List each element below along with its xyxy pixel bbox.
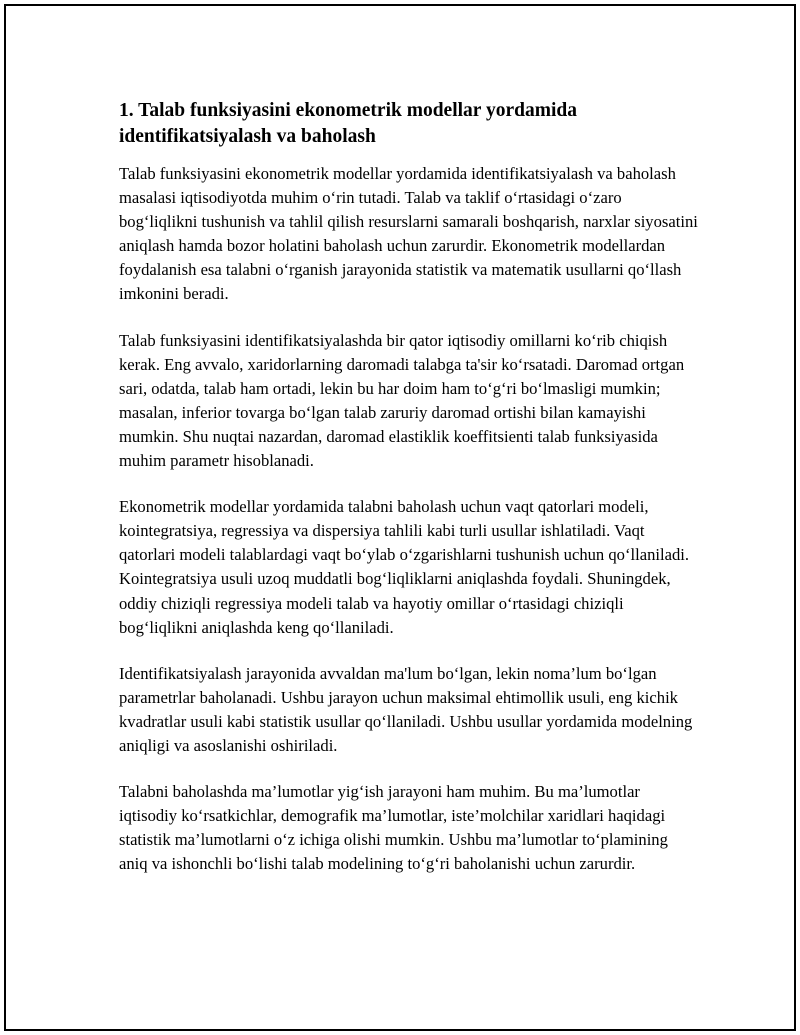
paragraph-4: Identifikatsiyalash jarayonida avvaldan ma'lum bo‘lgan, lekin noma’lum bo‘lgan parametrlar baholanadi. Ushbu jarayon uchun maksimal ehtimollik usuli, eng kichik kvadratlar usuli kabi statistik usullar qo‘llaniladi. Ushbu usullar yordamida modelning aniqligi va asoslanishi oshiriladi. [119, 663, 693, 755]
page-frame [4, 4, 796, 1031]
paragraph-5: Talabni baholashda ma’lumotlar yig‘ish jarayoni ham muhim. Bu ma’lumotlar iqtisodiy ko‘rsatkichlar, demografik ma’lumotlar, iste’molchilar xaridlari haqidagi statistik ma’lumotlarni o‘z ichiga olishi mumkin. Ushbu ma’lumotlar to‘plamining aniq va ishonchli bo‘lishi talab modelining to‘g‘ri baholanishi uchun zarurdir. [119, 782, 668, 874]
paragraph-3: Ekonometrik modellar yordamida talabni baholash uchun vaqt qatorlari modeli, kointegratsiya, regressiya va dispersiya tahlili kabi turli usullar ishlatiladi. Vaqt qatorlari modeli talablardagi vaqt bo‘ylab o‘zgarishlarni tushunish uchun qo‘llaniladi. Kointegratsiya usuli uzoq muddatli bog‘liqliklarni aniqlashda foydali. Shuningdek, oddiy chiziqli regressiya modeli talab va hayotiy omillar o‘rtasidagi chiziqli bog‘liqlikni aniqlashda keng qo‘llaniladi. [119, 497, 690, 637]
paragraphs [119, 162, 699, 876]
document-title: 1. Talab funksiyasini ekonometrik modellar yordamida identifikatsiyalash va baholash [119, 100, 577, 147]
paragraph-1: Talab funksiyasini ekonometrik modellar yordamida identifikatsiyalash va baholash masalasi iqtisodiyotda muhim o‘rin tutadi. Talab va taklif o‘rtasidagi o‘zaro bog‘liqlikni tushunish va tahlil qilish resurslarni samarali boshqarish, narxlar siyosatini aniqlash hamda bozor holatini baholash uchun zarurdir. Ekonometrik modellardan foydalanish esa talabni o‘rganish jarayonida statistik va matematik usullarni qo‘llash imkonini beradi. [119, 164, 698, 304]
paragraph-2: Talab funksiyasini identifikatsiyalashda bir qator iqtisodiy omillarni ko‘rib chiqish kerak. Eng avvalo, xaridorlarning daromadi talabga ta'sir ko‘rsatadi. Daromad ortgan sari, odatda, talab ham ortadi, lekin bu har doim ham to‘g‘ri bo‘lmasligi mumkin; masalan, inferior tovarga bo‘lgan talab zaruriy daromad ortishi bilan kamayishi mumkin. Shu nuqtai nazardan, daromad elastiklik koeffitsienti talab funksiyasida muhim parametr hisoblanadi. [119, 330, 685, 471]
document-body [119, 98, 699, 898]
